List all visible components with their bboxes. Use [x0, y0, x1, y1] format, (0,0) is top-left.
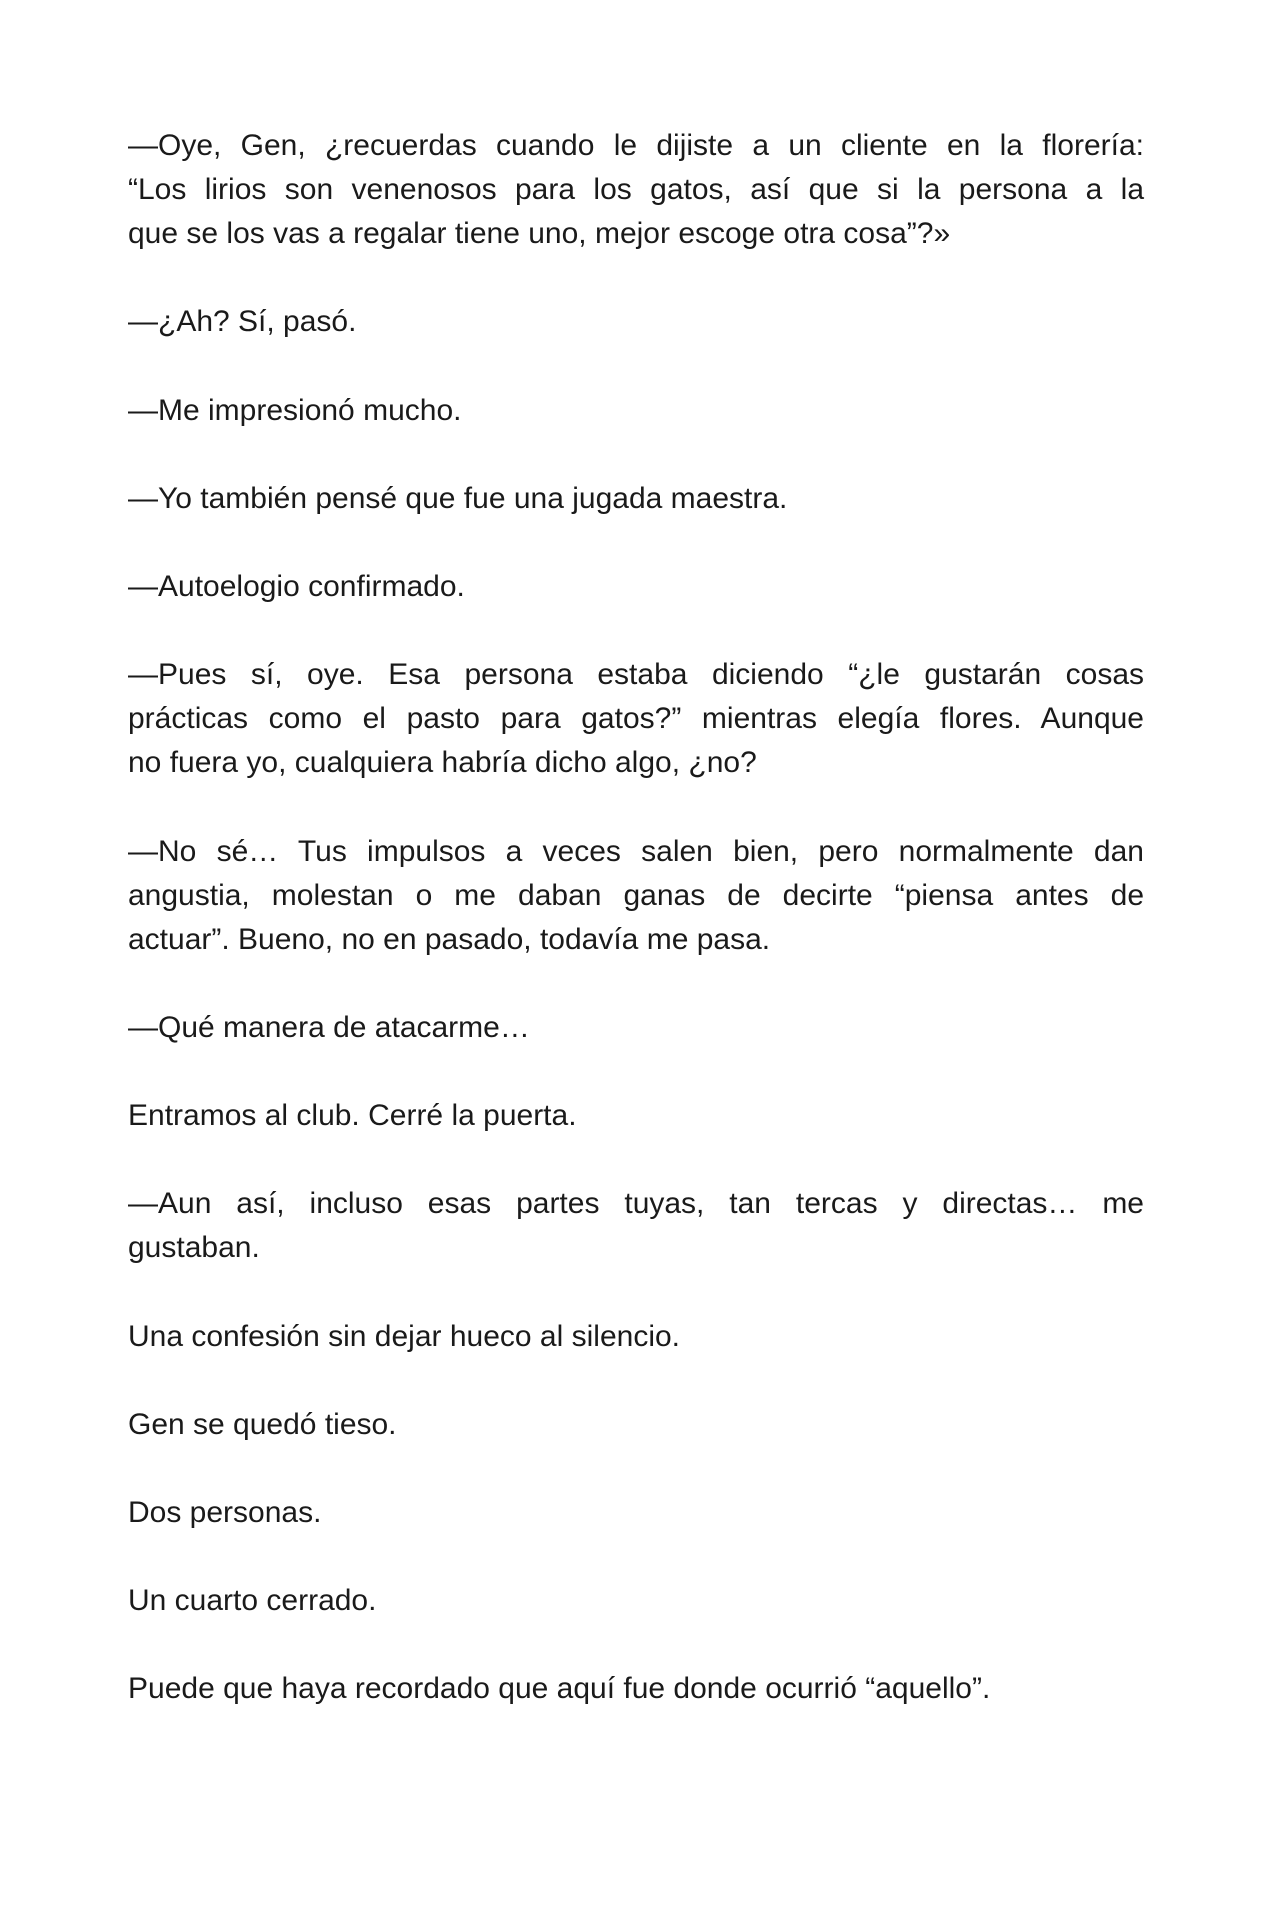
text-line: Un cuarto cerrado. — [128, 1584, 377, 1618]
text-line: gustaban. — [128, 1231, 260, 1265]
paragraph — [128, 1315, 1144, 1359]
paragraph — [128, 830, 1144, 962]
paragraph — [128, 1006, 1144, 1050]
text-line: Puede que haya recordado que aquí fue donde ocurrió “aquello”. — [128, 1672, 991, 1706]
text-line: actuar”. Bueno, no en pasado, todavía me pasa. — [128, 922, 771, 956]
text-line: —No sé… Tus impulsos a veces salen bien, pero normalmente dan — [128, 834, 1144, 868]
paragraph — [128, 1403, 1144, 1447]
text-line: —Oye, Gen, ¿recuerdas cuando le dijiste a un cliente en la florería: — [128, 129, 1144, 162]
paragraph — [128, 1491, 1144, 1535]
text-line: angustia, molestan o me daban ganas de decirte “piensa antes de — [128, 878, 1144, 912]
paragraph — [128, 1579, 1144, 1623]
text-line: que se los vas a regalar tiene uno, mejor escoge otra cosa”?» — [128, 217, 951, 251]
text-line: —Me impresionó mucho. — [128, 393, 462, 427]
paragraph — [128, 653, 1144, 785]
paragraph — [128, 1094, 1144, 1138]
text-line: —¿Ah? Sí, pasó. — [128, 305, 357, 339]
text-line: “Los lirios son venenosos para los gatos, así que si la persona a la — [128, 173, 1144, 207]
paragraph — [128, 300, 1144, 344]
paragraph — [128, 1182, 1144, 1270]
text-line: —Pues sí, oye. Esa persona estaba diciendo “¿le gustarán cosas — [128, 658, 1144, 692]
text-line: Dos personas. — [128, 1495, 322, 1529]
text-line: Una confesión sin dejar hueco al silencio. — [128, 1319, 680, 1353]
text-line: —Autoelogio confirmado. — [128, 569, 465, 603]
text-line: Entramos al club. Cerré la puerta. — [128, 1099, 577, 1133]
text-line: —Aun así, incluso esas partes tuyas, tan tercas y directas… me — [128, 1187, 1144, 1221]
paragraph — [128, 565, 1144, 609]
paragraph — [128, 477, 1144, 521]
document-page — [128, 124, 1144, 1755]
text-line: —Yo también pensé que fue una jugada maestra. — [128, 481, 788, 515]
text-line: Gen se quedó tieso. — [128, 1407, 397, 1441]
text-line: prácticas como el pasto para gatos?” mientras elegía flores. Aunque — [128, 702, 1144, 736]
paragraph — [128, 1667, 1144, 1711]
paragraph — [128, 124, 1144, 256]
text-line: —Qué manera de atacarme… — [128, 1010, 530, 1044]
text-line: no fuera yo, cualquiera habría dicho algo, ¿no? — [128, 746, 757, 780]
paragraph — [128, 389, 1144, 433]
